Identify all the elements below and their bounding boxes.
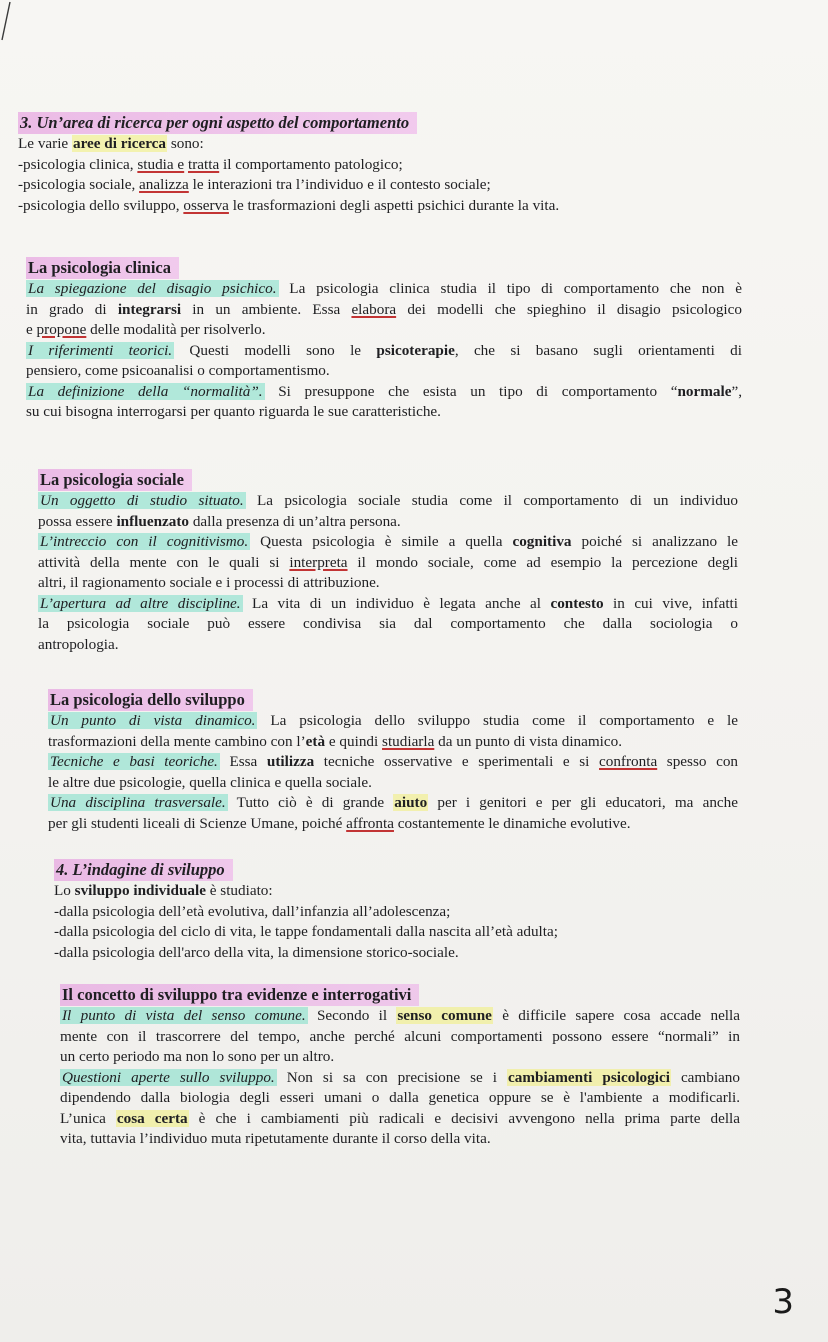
paragraph-line: Il punto di vista del senso comune. Secondo il senso comune è difficile sapere cosa accade nella (62, 1007, 740, 1024)
concetto-title: Il concetto di sviluppo tra evidenze e interrogativi (60, 984, 419, 1006)
list-item: -psicologia sociale, analizza le interazioni tra l’individuo e il contesto sociale; (18, 176, 491, 193)
paragraph-line: la psicologia sociale può essere condivisa sia dal comportamento che dalla sociologia o (38, 615, 738, 632)
paragraph-line: possa essere influenzato dalla presenza di un’altra persona. (38, 512, 401, 530)
section-3-title: 3. Un’area di ricerca per ogni aspetto del comportamento (18, 112, 417, 134)
paragraph-line: attività della mente con le quali si interpreta il mondo sociale, come ad esempio la percezione degli (38, 553, 738, 571)
list-item: -dalla psicologia dell'arco della vita, la dimensione storico-sociale. (54, 943, 459, 961)
list-item: -dalla psicologia del ciclo di vita, le tappe fondamentali dalla nascita all’età adulta; (54, 923, 558, 940)
page-number: 3 (772, 1282, 794, 1322)
paragraph-line: per gli studenti liceali di Scienze Umane, poiché affronta costantemente le dinamiche evolutive. (48, 814, 631, 832)
section-sviluppo (48, 689, 738, 834)
section-4-title: 4. L’indagine di sviluppo (54, 859, 233, 881)
sociale-title: La psicologia sociale (38, 469, 192, 491)
list-item: -dalla psicologia dell’età evolutiva, dall’infanzia all’adolescenza; (54, 902, 451, 920)
paragraph-line: Tecniche e basi teoriche. Essa utilizza tecniche osservative e sperimentali e si confronta spesso con (50, 753, 739, 770)
paragraph-line: vita, tuttavia l’individuo muta ripetutamente durante il corso della vita. (60, 1130, 491, 1147)
paragraph-line: La definizione della “normalità”. Si presuppone che esista un tipo di comportamento “normale”, (28, 382, 742, 400)
paragraph-line: L’apertura ad altre discipline. La vita di un individuo è legata anche al contesto in cui vive, infatti (40, 594, 738, 612)
paragraph-line: antropologia. (38, 635, 119, 653)
paragraph-line: I riferimenti teorici. Questi modelli sono le psicoterapie, che si basano sugli orientamenti di (28, 341, 742, 359)
paragraph-line: un certo periodo ma non lo sono per un altro. (60, 1048, 335, 1065)
paragraph-line: in grado di integrarsi in un ambiente. Essa elabora dei modelli che spieghino il disagio psicologico (26, 300, 742, 318)
paragraph-line: trasformazioni della mente cambino con l’età e quindi studiarla da un punto di vista dinamico. (48, 732, 623, 750)
section-concetto (60, 984, 740, 1150)
sviluppo-title: La psicologia dello sviluppo (48, 689, 253, 711)
section-3-intro: Le varie aree di ricerca sono: (18, 135, 204, 152)
section-4 (54, 859, 734, 963)
paragraph-line: Questioni aperte sullo sviluppo. Non si sa con precisione se i cambiamenti psicologici cambiano (62, 1068, 740, 1086)
paragraph-line: mente con il trascorrere del tempo, anche perché alcuni comportamenti possono essere “normali” in (60, 1027, 740, 1045)
paragraph-line: Un punto di vista dinamico. La psicologia dello sviluppo studia come il comportamento e le (50, 712, 738, 729)
list-item: -psicologia dello sviluppo, osserva le trasformazioni degli aspetti psichici durante la vita. (18, 196, 560, 214)
section-4-intro: Lo sviluppo individuale è studiato: (54, 882, 273, 899)
paragraph-line: pensiero, come psicoanalisi o comportamentismo. (26, 362, 330, 379)
list-item: -psicologia clinica, studia e tratta il comportamento patologico; (18, 155, 403, 173)
paragraph-line: e propone delle modalità per risolverlo. (26, 321, 266, 338)
pencil-mark (0, 0, 30, 50)
paragraph-line: su cui bisogna interrogarsi per quanto riguarda le sue caratteristiche. (26, 403, 441, 420)
paragraph-line: L’intreccio con il cognitivismo. Questa psicologia è simile a quella cognitiva poiché si analizzano le (40, 533, 739, 550)
paragraph-line: le altre due psicologie, quella clinica e quella sociale. (48, 773, 372, 791)
paragraph-line: L’unica cosa certa è che i cambiamenti più radicali e decisivi avvengono nella prima parte della (60, 1109, 740, 1127)
section-3 (18, 112, 748, 216)
paragraph-line: La spiegazione del disagio psichico. La psicologia clinica studia il tipo di comportamento che non è (28, 280, 742, 297)
paragraph-line: dipendendo dalla biologia degli esseri umani o dalla genetica oppure se è l'ambiente a modificarli. (60, 1089, 740, 1106)
paragraph-line: altri, il ragionamento sociale e i processi di attribuzione. (38, 574, 380, 591)
paragraph-line: Un oggetto di studio situato. La psicologia sociale studia come il comportamento di un individuo (40, 492, 738, 509)
section-sociale (38, 469, 738, 655)
section-clinica (26, 257, 742, 423)
clinica-title: La psicologia clinica (26, 257, 179, 279)
paragraph-line: Una disciplina trasversale. Tutto ciò è di grande aiuto per i genitori e per gli educatori, ma anche (50, 794, 739, 811)
